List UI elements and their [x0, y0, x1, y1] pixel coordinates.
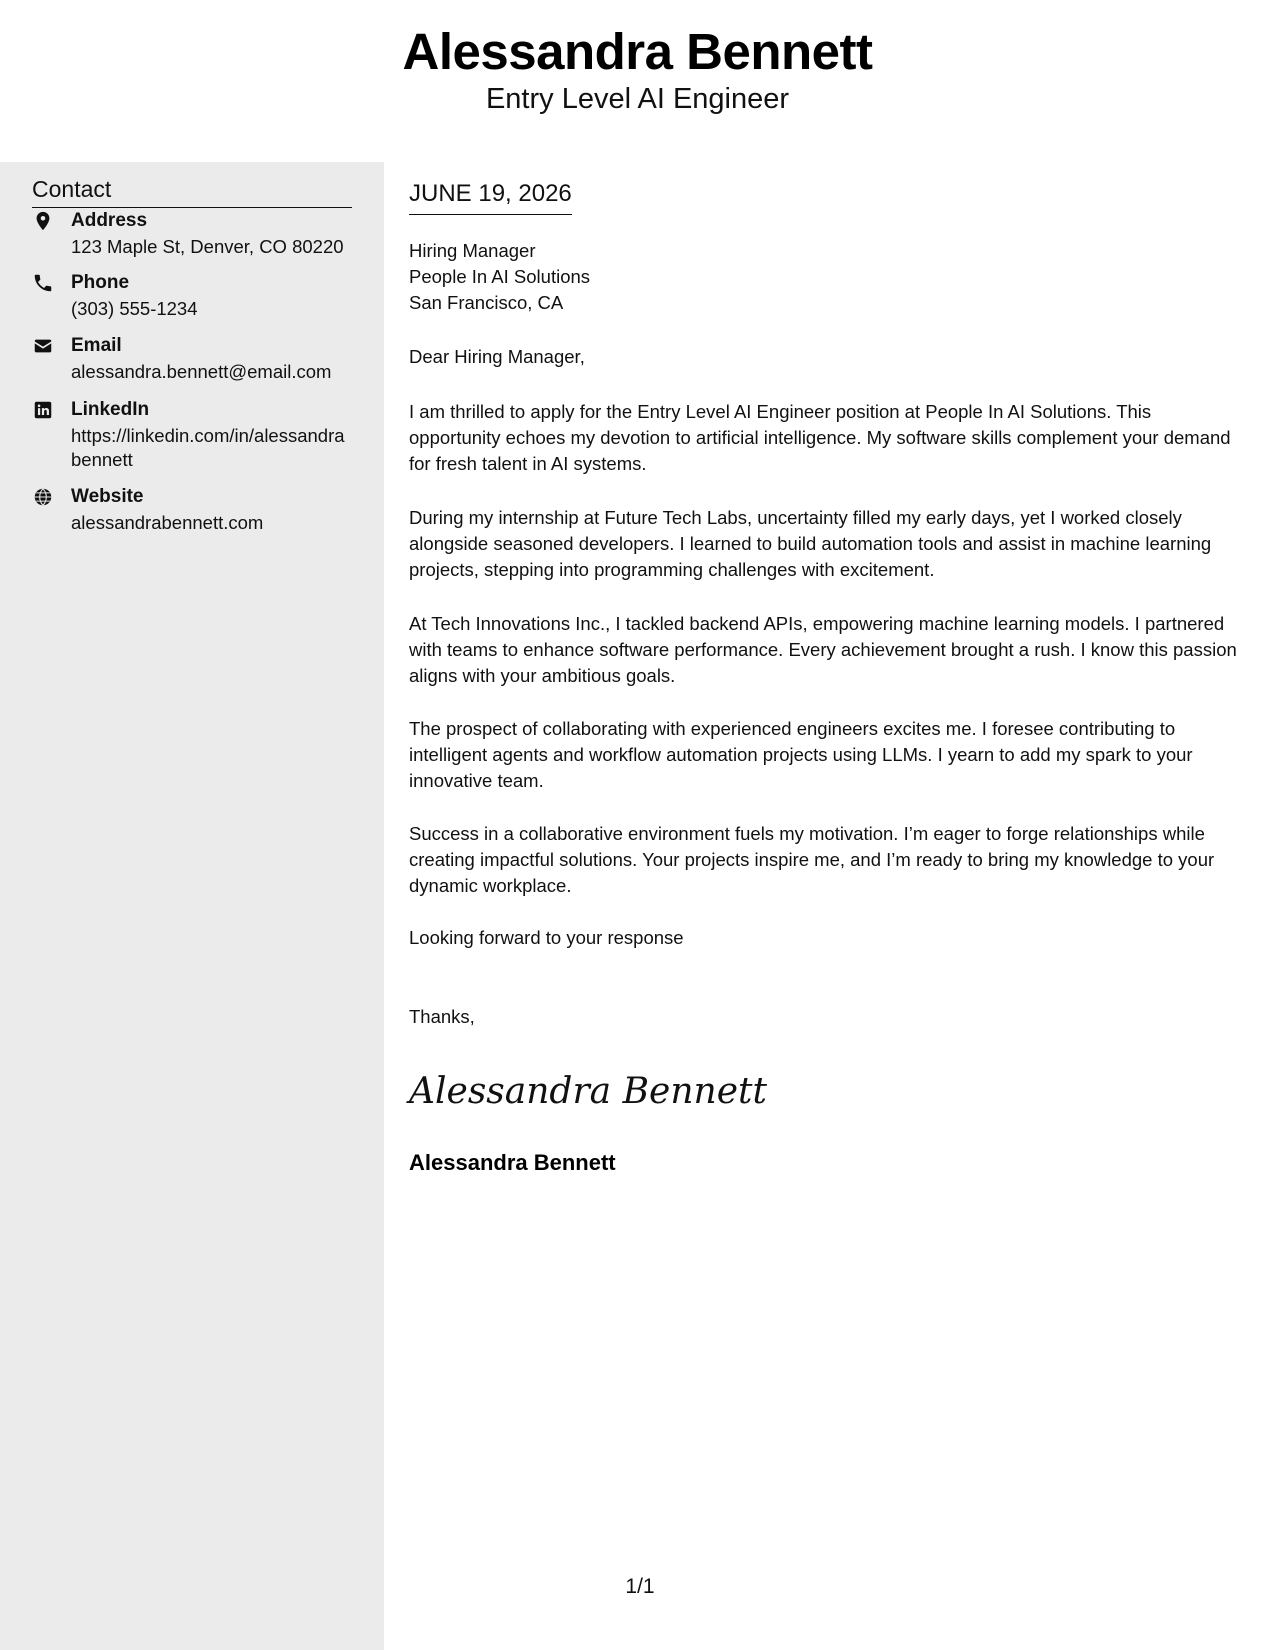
globe-icon [32, 486, 54, 508]
contact-value: (303) 555-1234 [71, 298, 198, 319]
job-title: Entry Level AI Engineer [485, 83, 790, 115]
contact-label: Address [71, 210, 148, 231]
signature-text: Alessandra Bennett [409, 1071, 767, 1112]
letter-date: JUNE 19, 2026 [409, 180, 572, 215]
contact-heading: Contact [32, 176, 352, 208]
letter-paragraph: The prospect of collaborating with experienced engineers excites me. I foresee contributing to intelligent agents and workflow automation projects using LLMs. I yearn to add my spark to your innovative team. [409, 718, 1193, 791]
letter-paragraph: Success in a collaborative environment fuels my motivation. I’m eager to forge relationships while creating impactful solutions. Your projects inspire me, and I’m ready to bring my knowledge to your dynamic workplace. [409, 823, 1215, 896]
contact-label: Phone [71, 272, 130, 293]
contact-value: alessandra.bennett@email.com [71, 361, 332, 382]
recipient-company: People In AI Solutions [409, 266, 591, 287]
recipient-block [409, 238, 590, 316]
contact-value: 123 Maple St, Denver, CO 80220 [71, 236, 344, 257]
page-number: 1/1 [625, 1575, 655, 1598]
contact-sidebar [0, 162, 384, 1650]
letter-paragraph: At Tech Innovations Inc., I tackled backend APIs, empowering machine learning models. I partnered with teams to enhance software performance. Every achievement brought a rush. I know this passion aligns with your ambitious goals. [409, 613, 1237, 686]
signoff: Thanks, [409, 1006, 475, 1027]
applicant-name: Alessandra Bennett [402, 23, 873, 80]
contact-label: LinkedIn [71, 399, 150, 420]
map-pin-icon [32, 210, 54, 232]
contact-label: Website [71, 486, 144, 507]
recipient-location: San Francisco, CA [409, 292, 564, 313]
phone-icon [32, 272, 54, 294]
letter-paragraph: I am thrilled to apply for the Entry Level AI Engineer position at People In AI Solutions. This opportunity echoes my devotion to artificial intelligence. My software skills complement your demand for fresh talent in AI systems. [409, 401, 1231, 474]
recipient-name: Hiring Manager [409, 240, 536, 261]
handwritten-signature [409, 1065, 767, 1115]
contact-value: alessandrabennett.com [71, 512, 264, 533]
linkedin-icon [32, 399, 54, 421]
letter-paragraph: During my internship at Future Tech Labs, uncertainty filled my early days, yet I worked closely alongside seasoned developers. I learned to build automation tools and assist in machine learning projects, stepping into programming challenges with excitement. [409, 507, 1212, 580]
contact-value: https://linkedin.com/in/alessandrabennett [71, 425, 345, 470]
page-header [0, 0, 1275, 162]
salutation: Dear Hiring Manager, [409, 346, 585, 367]
signer-name: Alessandra Bennett [409, 1150, 616, 1175]
contact-label: Email [71, 335, 122, 356]
envelope-icon [32, 335, 54, 357]
closing-line: Looking forward to your response [409, 927, 684, 948]
